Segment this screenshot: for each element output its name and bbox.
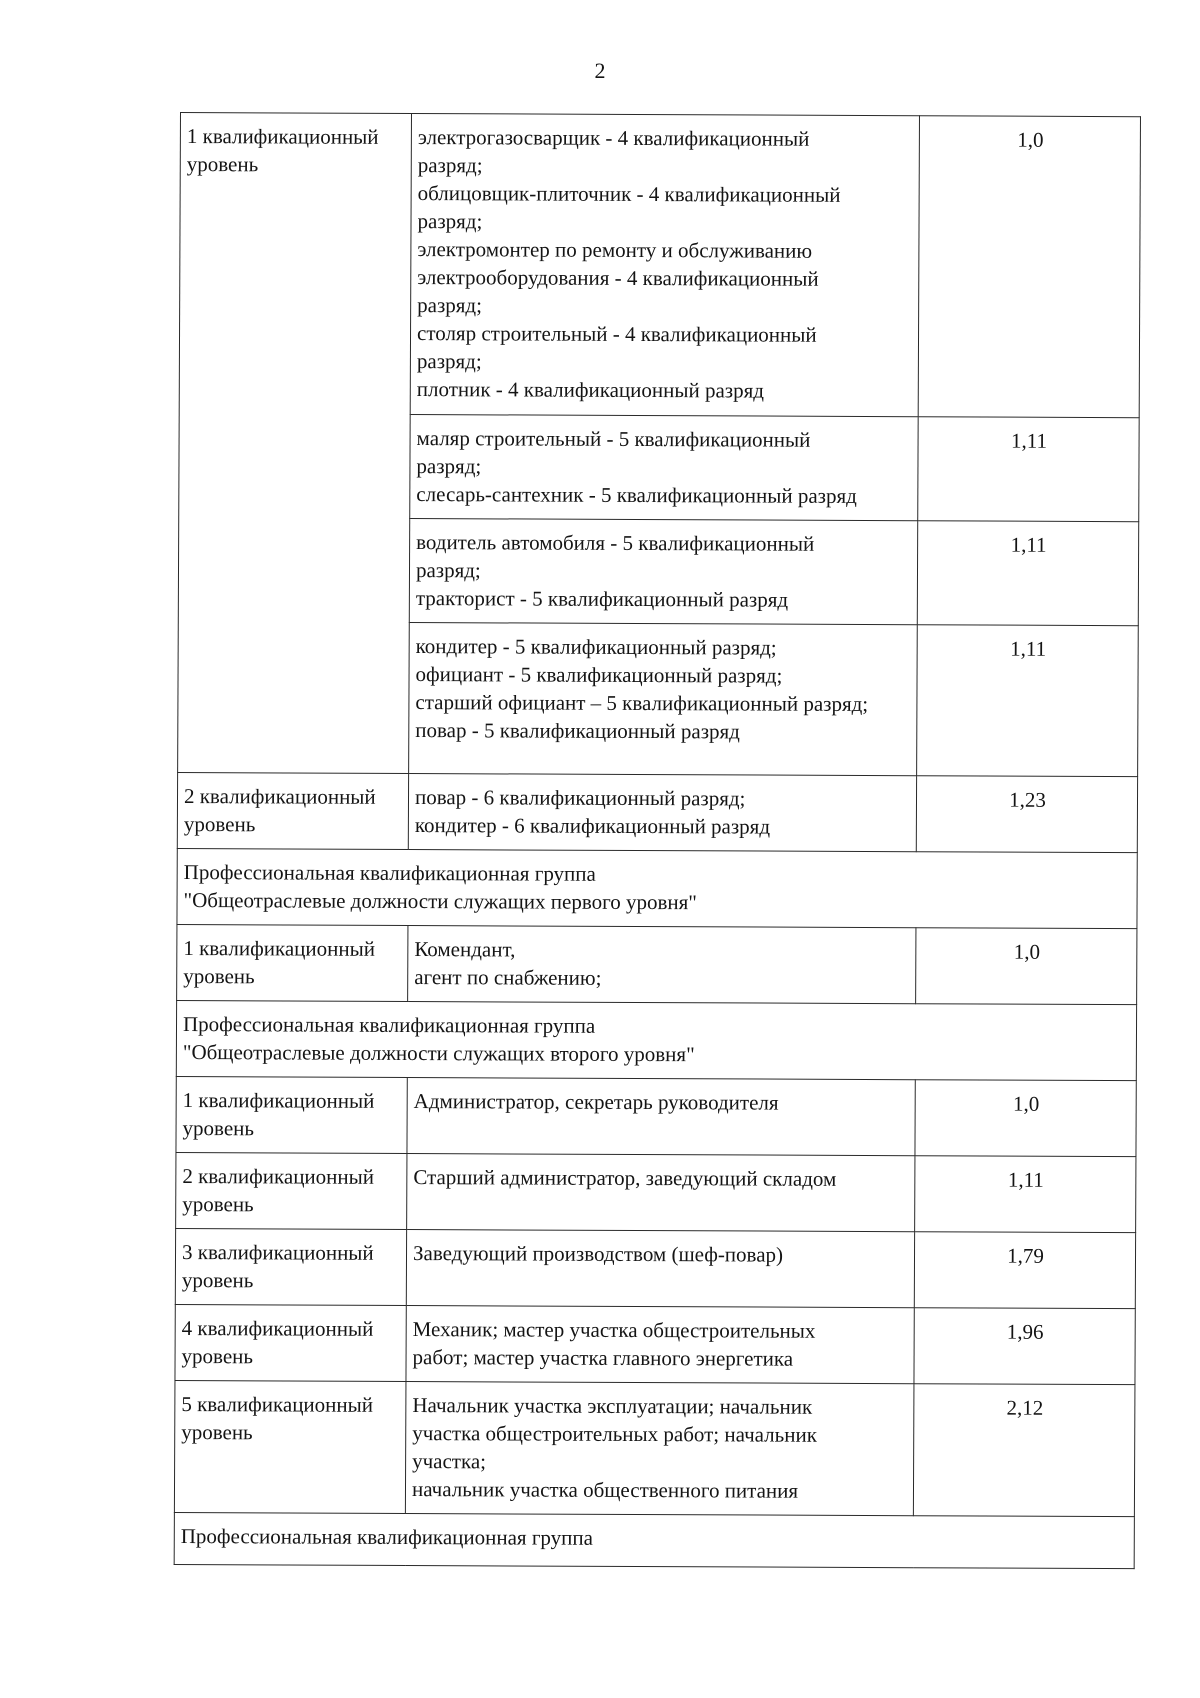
- coefficient-cell: 1,11: [917, 521, 1138, 626]
- level-label: уровень: [186, 152, 259, 177]
- group-title: [177, 848, 1137, 928]
- positions-cell: [410, 415, 918, 521]
- coefficient-cell: 1,96: [914, 1308, 1135, 1385]
- position-text: Заведующий производством (шеф-повар): [412, 1241, 784, 1267]
- group-title-line: Профессиональная квалификационная группа: [183, 860, 596, 886]
- position-text: повар - 5 квалификационный разряд: [415, 718, 740, 744]
- level-label: 1 квалификационный: [183, 936, 376, 961]
- position-text: официант - 5 квалификационный разряд;: [415, 662, 783, 688]
- level-label: уровень: [183, 812, 256, 837]
- position-text: слесарь-сантехник - 5 квалификационный разряд: [416, 482, 857, 508]
- coefficient-cell: 1,11: [918, 417, 1139, 522]
- coefficient-cell: 2,12: [913, 1384, 1135, 1517]
- coefficient-cell: 1,79: [914, 1232, 1135, 1309]
- table-row: [175, 1304, 1135, 1384]
- position-text: разряд;: [417, 153, 483, 178]
- position-text: Комендант,: [414, 937, 516, 962]
- table-row: [177, 924, 1137, 1004]
- coefficient-cell: 1,0: [915, 1080, 1136, 1157]
- position-text: Старший администратор, заведующий складом: [413, 1165, 837, 1191]
- position-text: Механик; мастер участка общестроительных: [412, 1317, 816, 1343]
- group-title-line: "Общеотраслевые должности служащих первого уровня": [183, 888, 697, 915]
- level-cell: [175, 1304, 406, 1381]
- positions-cell: [406, 1229, 914, 1307]
- level-cell: [175, 1228, 406, 1305]
- position-text: разряд;: [416, 349, 482, 374]
- level-label: 1 квалификационный: [182, 1088, 375, 1113]
- group-row: [174, 1512, 1134, 1568]
- position-text: начальник участка общественного питания: [411, 1477, 799, 1503]
- level-cell: [178, 113, 412, 774]
- table-row: [174, 1380, 1135, 1516]
- coefficient-cell: 1,11: [917, 625, 1139, 777]
- level-label: уровень: [182, 1116, 255, 1141]
- position-text: разряд;: [416, 454, 482, 479]
- table-body: [174, 113, 1140, 1569]
- level-label: 1 квалификационный: [186, 124, 379, 149]
- positions-cell: [409, 519, 917, 625]
- group-title: [176, 1000, 1136, 1080]
- position-text: водитель автомобиля - 5 квалификационный: [416, 530, 815, 556]
- group-title-line: "Общеотраслевые должности служащих второго уровня": [182, 1040, 695, 1067]
- level-label: 5 квалификационный: [181, 1392, 374, 1417]
- position-text: кондитер - 5 квалификационный разряд;: [415, 634, 777, 660]
- level-label: уровень: [181, 1344, 254, 1369]
- level-label: 2 квалификационный: [183, 784, 376, 809]
- position-text: электрогазосварщик - 4 квалификационный: [417, 125, 810, 151]
- group-title-line: Профессиональная квалификационная группа: [182, 1012, 596, 1038]
- level-label: 3 квалификационный: [181, 1240, 374, 1265]
- position-text: повар - 6 квалификационный разряд;: [414, 785, 746, 811]
- position-text: участка общестроительных работ; начальник: [412, 1421, 817, 1447]
- table-row: [179, 113, 1140, 418]
- level-label: уровень: [183, 964, 255, 989]
- positions-cell: [408, 774, 916, 852]
- coefficient-cell: 1,11: [915, 1156, 1136, 1233]
- position-text: электрооборудования - 4 квалификационный: [417, 265, 819, 291]
- position-text: разряд;: [415, 558, 481, 583]
- position-text: старший официант – 5 квалификационный разряд;: [415, 690, 869, 717]
- positions-cell: [408, 926, 916, 1004]
- table-row: [176, 1076, 1136, 1156]
- position-text: столяр строительный - 4 квалификационный: [416, 321, 817, 347]
- group-title: [174, 1512, 1134, 1568]
- position-text: плотник - 4 квалификационный разряд: [416, 377, 765, 403]
- level-cell: [176, 1076, 407, 1153]
- qualification-table: [174, 112, 1141, 1569]
- page-number: 2: [594, 58, 606, 83]
- table-row: [175, 1228, 1135, 1308]
- level-label: уровень: [181, 1420, 253, 1445]
- level-label: уровень: [182, 1192, 254, 1217]
- position-text: Начальник участка эксплуатации; начальник: [412, 1393, 813, 1419]
- position-text: Администратор, секретарь руководителя: [413, 1089, 779, 1115]
- positions-cell: [406, 1305, 914, 1383]
- level-cell: [174, 1380, 406, 1513]
- coefficient-cell: 1,0: [916, 928, 1137, 1005]
- table-row: [176, 1152, 1136, 1232]
- positions-cell: [407, 1078, 915, 1156]
- group-title-line: Профессиональная квалификационная группа: [180, 1524, 594, 1550]
- position-text: облицовщик-плиточник - 4 квалификационный: [417, 181, 841, 207]
- level-label: 4 квалификационный: [181, 1316, 374, 1341]
- group-row: [176, 1000, 1136, 1080]
- position-text: тракторист - 5 квалификационный разряд: [415, 586, 789, 612]
- position-text: кондитер - 6 квалификационный разряд: [414, 813, 771, 839]
- position-text: разряд;: [417, 293, 483, 318]
- position-text: разряд;: [417, 209, 483, 234]
- position-text: участка;: [412, 1449, 487, 1474]
- level-label: 2 квалификационный: [182, 1164, 375, 1189]
- positions-cell: [407, 1154, 915, 1232]
- position-text: агент по снабжению;: [414, 965, 602, 990]
- position-text: электромонтер по ремонту и обслуживанию: [417, 237, 813, 263]
- level-label: уровень: [181, 1268, 254, 1293]
- coefficient-cell: 1,23: [916, 776, 1137, 853]
- coefficient-cell: 1,0: [918, 116, 1140, 418]
- group-row: [177, 848, 1137, 928]
- position-text: работ; мастер участка главного энергетика: [412, 1345, 794, 1371]
- positions-cell: [410, 114, 919, 417]
- position-text: маляр строительный - 5 квалификационный: [416, 426, 811, 452]
- level-cell: [177, 772, 408, 849]
- table-row: [177, 772, 1137, 852]
- level-cell: [177, 924, 408, 1001]
- positions-cell: [405, 1381, 914, 1515]
- positions-cell: [409, 623, 918, 776]
- level-cell: [176, 1152, 407, 1229]
